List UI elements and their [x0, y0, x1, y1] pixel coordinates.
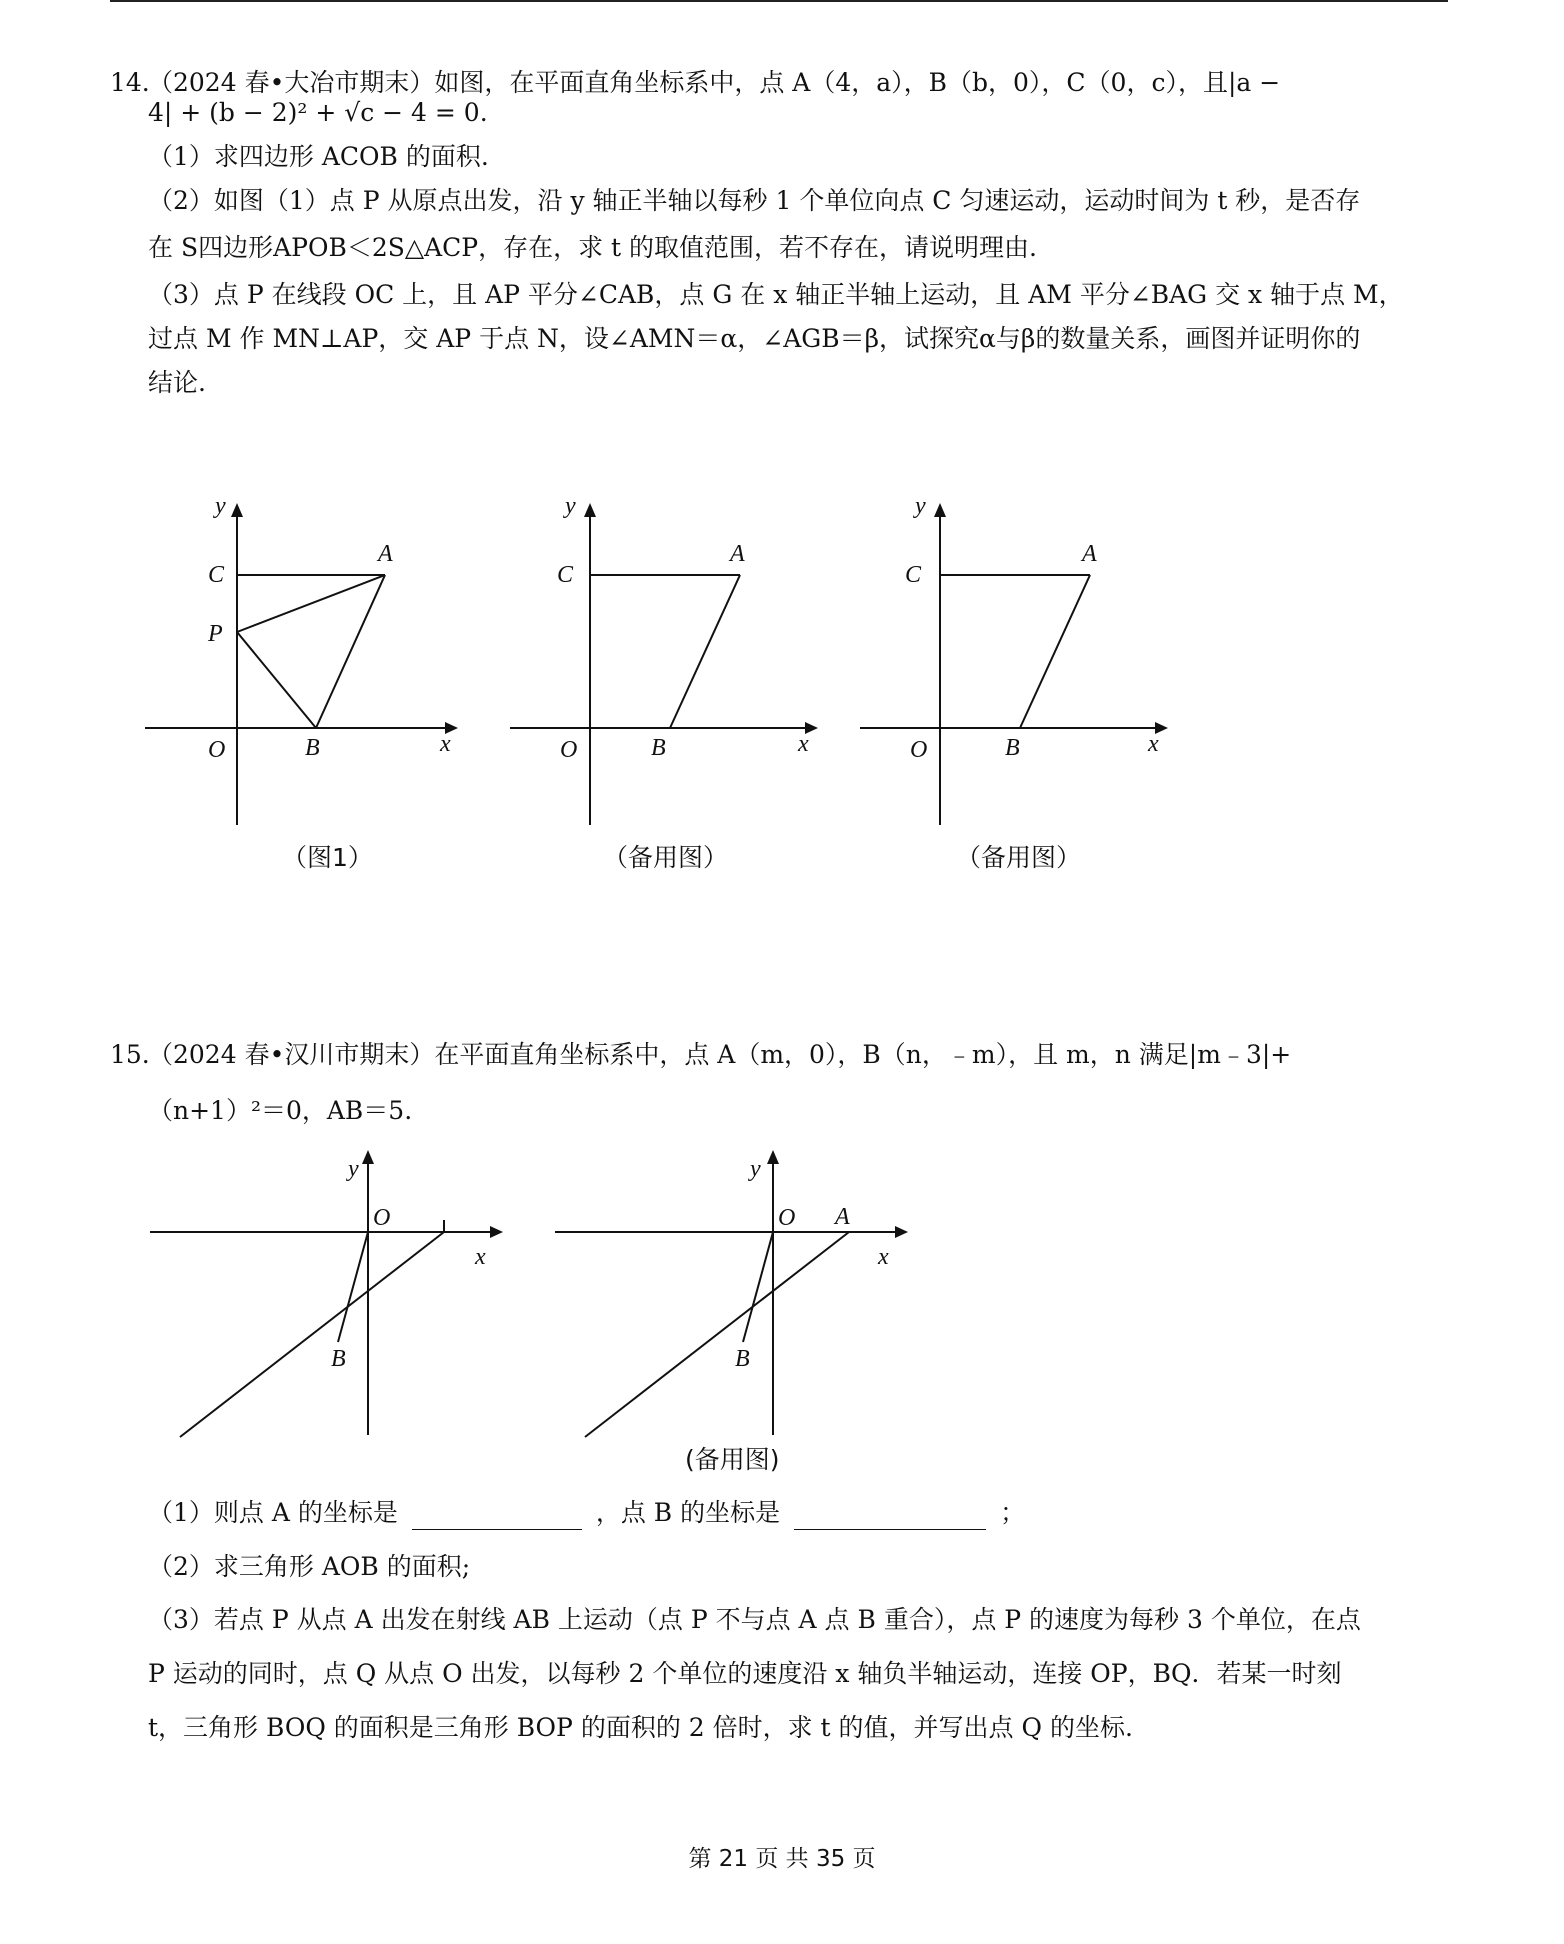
x-axis-label: x	[440, 731, 451, 757]
q14-part2-line2: 在 S四边形APOB＜2S△ACP，存在，求 t 的取值范围，若不存在，请说明理由.	[148, 233, 1037, 262]
q14-spare-figure-2	[845, 495, 1175, 835]
x-axis-label: x	[1148, 731, 1159, 757]
answer-blank-b[interactable]	[794, 1503, 986, 1530]
point-b-label: B	[1005, 735, 1020, 761]
y-axis-label: y	[348, 1156, 359, 1182]
y-axis-label: y	[215, 495, 226, 519]
point-a-label: A	[1082, 541, 1097, 567]
q14-part2-line1: （2）如图（1）点 P 从原点出发，沿 y 轴正半轴以每秒 1 个单位向点 C 匀速运动，运动时间为 t 秒，是否存	[148, 186, 1361, 215]
origin-label: O	[373, 1205, 391, 1231]
q15-spare-figure	[545, 1140, 925, 1440]
q15-number: 15.	[110, 1040, 150, 1069]
q15-stem-line1: （2024 春•汉川市期末）在平面直角坐标系中，点 A（m，0），B（n，﹣m），且 m，n 满足|m﹣3|+	[148, 1040, 1292, 1069]
x-axis-label: x	[475, 1244, 486, 1270]
x-axis-label: x	[798, 731, 809, 757]
origin-label: O	[910, 737, 928, 763]
point-b-label: B	[651, 735, 666, 761]
point-a-label: A	[378, 541, 393, 567]
point-b-label: B	[305, 735, 320, 761]
point-a-label: A	[835, 1204, 850, 1230]
point-b-label: B	[735, 1346, 750, 1372]
q15-part1	[148, 1496, 1025, 1530]
answer-blank-a[interactable]	[412, 1503, 582, 1530]
q14-stem-line1: （2024 春•大冶市期末）如图，在平面直角坐标系中，点 A（4，a），B（b，0），C（0，c），且|a −	[148, 68, 1281, 97]
q14-stem-line2: 4| + (b − 2)² + √c − 4 = 0.	[148, 98, 488, 127]
origin-label: O	[208, 737, 226, 763]
q14-figure-1-caption: （图1）	[282, 843, 373, 872]
q14-part3-line3: 结论.	[148, 368, 206, 397]
q15-part1-mid: ，点 B 的坐标是	[595, 1498, 781, 1527]
origin-label: O	[778, 1205, 796, 1231]
y-axis-label: y	[565, 495, 576, 519]
page-footer: 第 21 页 共 35 页	[688, 1846, 876, 1872]
q15-part1-suffix: ；	[1000, 1498, 1026, 1527]
y-axis-label: y	[915, 495, 926, 519]
point-p-label: P	[208, 621, 223, 647]
q14-part3-line1: （3）点 P 在线段 OC 上，且 AP 平分∠CAB，点 G 在 x 轴正半轴上运动，且 AM 平分∠BAG 交 x 轴于点 M，	[148, 280, 1404, 309]
q14-part3-line2: 过点 M 作 MN⊥AP，交 AP 于点 N，设∠AMN＝α，∠AGB＝β，试探究α与β的数量关系，画图并证明你的	[148, 324, 1361, 353]
point-c-label: C	[905, 562, 922, 588]
top-rule	[110, 0, 1448, 2]
point-b-label: B	[331, 1346, 346, 1372]
q14-number: 14.	[110, 68, 150, 97]
q15-spare-figure-caption: (备用图)	[685, 1445, 780, 1474]
q14-spare-figure-1-caption: （备用图）	[603, 843, 729, 872]
y-axis-label: y	[750, 1156, 761, 1182]
q15-part3-line3: t，三角形 BOQ 的面积是三角形 BOP 的面积的 2 倍时，求 t 的值，并写出点 Q 的坐标.	[148, 1713, 1133, 1742]
q14-part1: （1）求四边形 ACOB 的面积.	[148, 142, 489, 171]
q15-part3-line2: P 运动的同时，点 Q 从点 O 出发，以每秒 2 个单位的速度沿 x 轴负半轴运动，连接 OP，BQ．若某一时刻	[148, 1659, 1342, 1688]
q14-spare-figure-1	[495, 495, 825, 835]
q15-stem-line2: （n+1）²＝0，AB＝5.	[148, 1096, 413, 1125]
point-c-label: C	[208, 562, 225, 588]
point-a-label: A	[730, 541, 745, 567]
q15-part2: （2）求三角形 AOB 的面积;	[148, 1552, 471, 1581]
q15-figure-1	[140, 1140, 520, 1440]
q15-part3-line1: （3）若点 P 从点 A 出发在射线 AB 上运动（点 P 不与点 A 点 B 重合），点 P 的速度为每秒 3 个单位，在点	[148, 1605, 1361, 1634]
q14-figure-1	[140, 495, 460, 835]
q14-spare-figure-2-caption: （备用图）	[956, 843, 1082, 872]
point-c-label: C	[557, 562, 574, 588]
origin-label: O	[560, 737, 578, 763]
q15-part1-prefix: （1）则点 A 的坐标是	[148, 1498, 398, 1527]
x-axis-label: x	[878, 1244, 889, 1270]
